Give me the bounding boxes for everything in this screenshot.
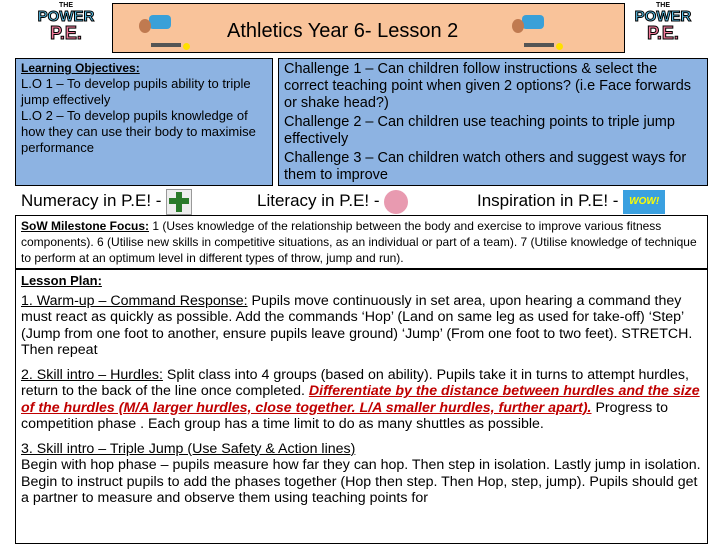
milestone-focus <box>15 215 708 269</box>
page-title: Athletics Year 6- Lesson 2 <box>227 20 459 42</box>
challenges-box <box>278 58 708 186</box>
objective-1: L.O 1 – To develop pupils ability to triple jump effectively <box>21 76 251 107</box>
title-banner <box>112 3 625 53</box>
section-3-title: 3. Skill intro – Triple Jump (Use Safety & Action lines) <box>21 440 356 457</box>
inspiration-text: Inspiration in P.E! - <box>477 191 619 210</box>
section-1-title: 1. Warm-up – Command Response: <box>21 292 248 309</box>
challenge-3: Challenge 3 – Can children watch others and suggest ways for them to improve <box>284 150 687 183</box>
challenge-1: Challenge 1 – Can children follow instructions & select the correct teaching point when given 2 options? (i.e Face forwards or shake head?) <box>284 61 692 111</box>
pe-logo-right: THE POWER P.E. <box>634 2 692 43</box>
section-3-text: Begin with hop phase – pupils measure how far they can hop. Then step in isolation. Lastly jump in isolation. Begin to instruct pupils to add the phases together (Hop then step. Then Hop, step, jump). Pupils should get a partner to measure and observe them using teaching points for <box>21 457 701 506</box>
numeracy-text: Numeracy in P.E! - <box>21 191 162 210</box>
inspiration-label <box>477 188 665 214</box>
plan-section-2 <box>21 367 702 433</box>
literacy-text: Literacy in P.E! - <box>257 191 380 210</box>
calculator-cross-icon <box>166 189 192 215</box>
objectives-heading: Learning Objectives: <box>21 61 140 75</box>
literacy-label <box>257 188 408 214</box>
objective-2: L.O 2 – To develop pupils knowledge of how they can use their body to maximise performance <box>21 108 256 155</box>
milestone-text: 1 (Uses knowledge of the relationship between the body and exercise to improve various fitness components). 6 (Utilise new skills in competitive situations, as an individual or part of a team). 7 (Utilise knowledge of technique to perform at an optimum level in different types of throw, jump and run). <box>21 219 697 265</box>
differentiation-note: Differentiate by the distance between hurdles and the size of the hurdles (M/A larger hurdles, close together. L/A smaller hurdles, further apart). <box>21 383 700 416</box>
section-2-text-2: Progress to competition phase . Each group has a time limit to do as many shuttles as possible. <box>21 399 668 432</box>
numeracy-label <box>21 188 192 214</box>
pe-logo-left: THE POWER P.E. <box>37 2 95 43</box>
plan-section-1 <box>21 293 702 359</box>
plan-heading: Lesson Plan: <box>21 273 102 288</box>
brain-icon <box>384 190 408 214</box>
plan-section-3 <box>21 441 702 507</box>
lesson-plan <box>15 269 708 544</box>
challenge-2: Challenge 2 – Can children use teaching points to triple jump effectively <box>284 114 675 147</box>
wow-icon: WOW! <box>623 190 665 214</box>
learning-objectives <box>15 58 273 186</box>
section-1-text: Pupils move continuously in set area, upon hearing a command they must react as quickly as possible. Add the commands ‘Hop’ (Land on same leg as used for take-off) ‘Step’ (Jump from one foot to another, ensure pupils leave ground) ‘Jump’ (From one foot to two feet). STRETCH. Then repeat <box>21 292 693 358</box>
section-2-title: 2. Skill intro – Hurdles: <box>21 366 163 383</box>
runner-icon <box>135 9 187 49</box>
milestone-label: SoW Milestone Focus: <box>21 219 150 233</box>
runner-icon <box>508 9 560 49</box>
section-2-text: Split class into 4 groups (based on ability). Pupils take it in turns to attempt hurdles, return to the back of the line once completed. <box>21 366 689 399</box>
